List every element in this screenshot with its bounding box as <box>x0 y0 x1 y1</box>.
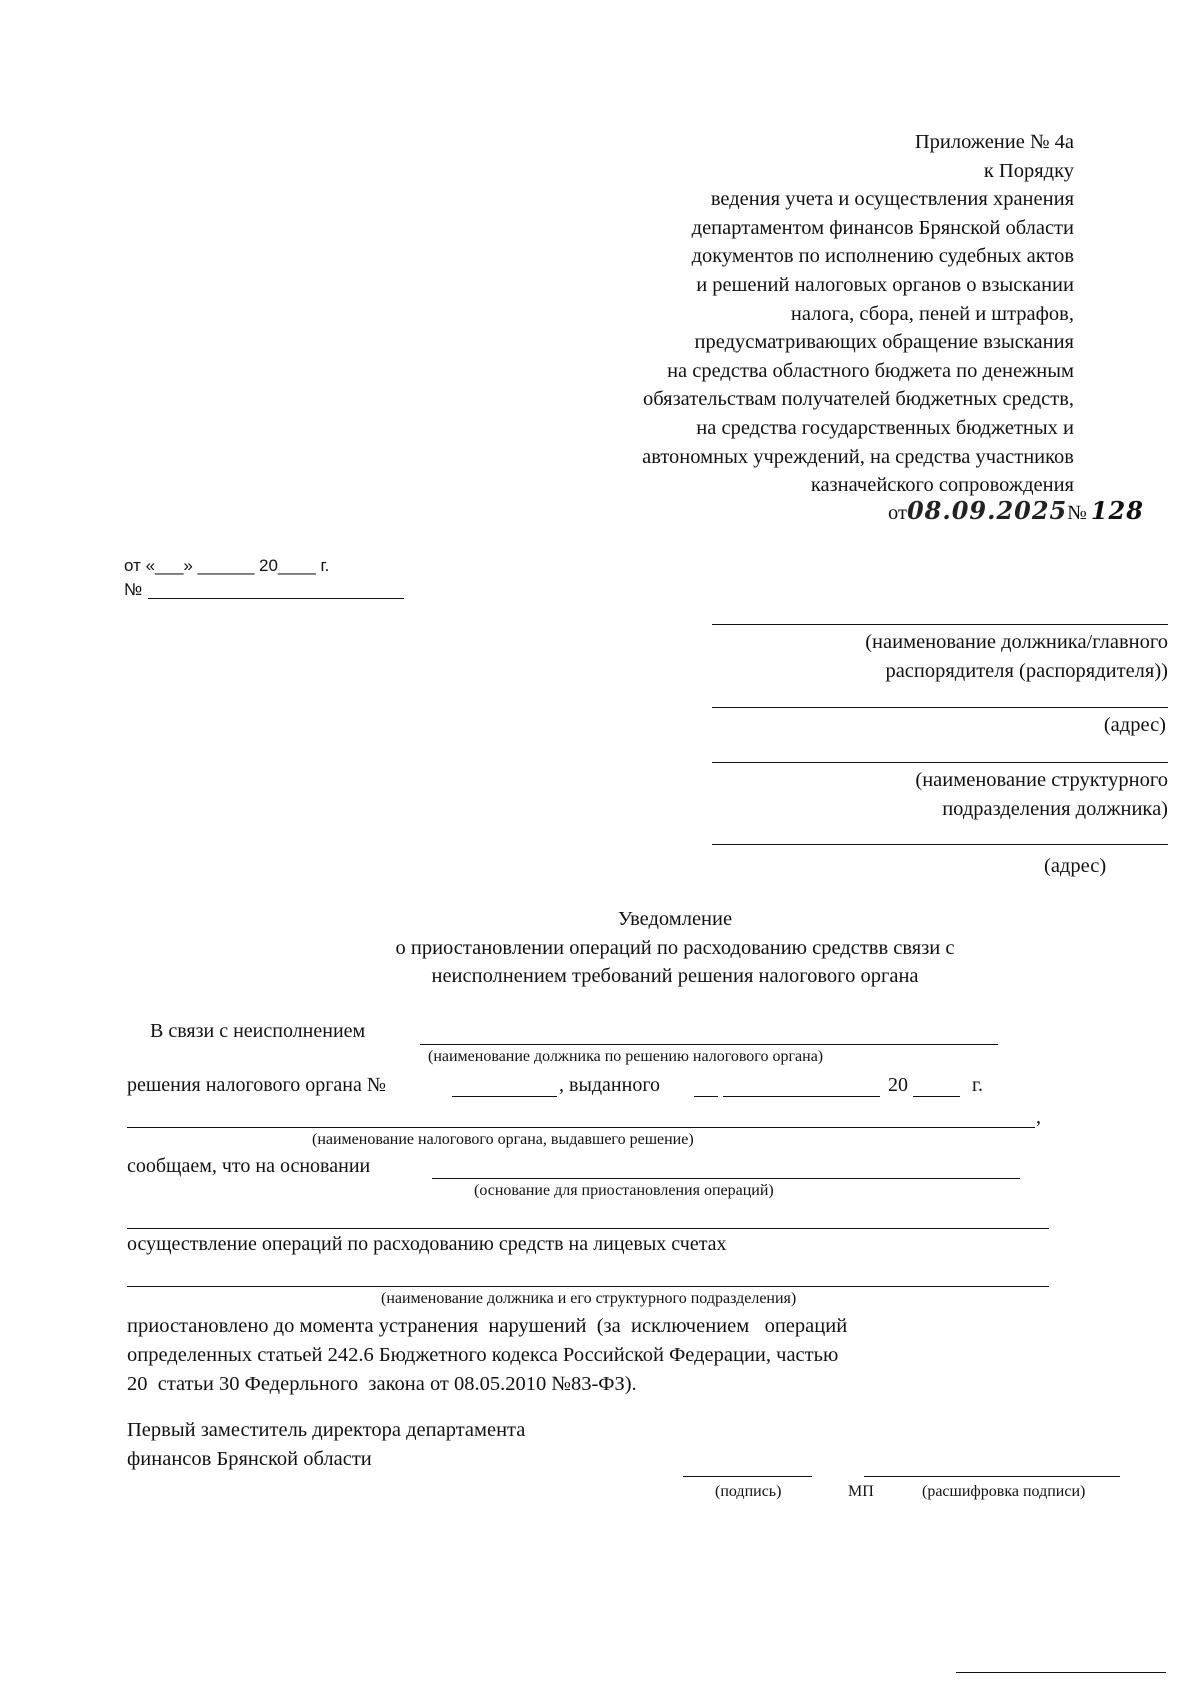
appendix-line: к Порядку <box>983 159 1074 182</box>
form-date-line: от «___» ______ 20____ г. <box>124 556 330 575</box>
body-l2c: 20 <box>888 1074 908 1096</box>
paragraph-line: 20 статьи 30 Федерльного закона от 08.05.2010 №83-ФЗ). <box>127 1373 637 1395</box>
title-sub: неисполнением требований решения налогового органа <box>431 965 919 988</box>
paragraph-line: приостановлено до момента устранения нарушений (за исключением операций <box>127 1315 848 1337</box>
caption-decode: (расшифровка подписи) <box>922 1483 1086 1500</box>
appendix-line: налога, сбора, пеней и штрафов, <box>790 302 1074 325</box>
date-prefix: от <box>888 502 907 524</box>
debtor-name-caption <box>568 628 1168 685</box>
appendix-line: департаментом финансов Брянской области <box>691 216 1074 239</box>
subdivision-address-caption: (адрес) <box>1044 855 1107 877</box>
number-prefix: № <box>1067 502 1087 524</box>
body-l2a: решения налогового органа № <box>127 1074 386 1096</box>
caption-stamp: МП <box>848 1483 874 1500</box>
caption-line: подразделения должника) <box>942 797 1168 820</box>
appendix-line: документов по исполнению судебных актов <box>691 245 1074 268</box>
caption-basis: (основание для приостановления операций) <box>474 1182 774 1199</box>
signatory-line: Первый заместитель директора департамента <box>127 1419 526 1441</box>
caption-line: (наименование структурного <box>915 769 1168 791</box>
signature-line <box>683 1476 812 1477</box>
appendix-line: на средства государственных бюджетных и <box>696 416 1074 439</box>
appendix-line: обязательствам получателей бюджетных средств, <box>642 388 1074 411</box>
appendix-line: на средства областного бюджета по денежным <box>667 359 1074 382</box>
appendix-line: автономных учреждений, на средства участников <box>642 445 1074 468</box>
form-number-label: № <box>124 580 143 599</box>
caption-debtor: (наименование должника по решению налогового органа) <box>428 1048 824 1065</box>
paragraph-line: определенных статьей 242.6 Бюджетного кодекса Российской Федерации, частью <box>127 1344 839 1366</box>
blank-tax-authority <box>127 1127 1035 1128</box>
appendix-date <box>888 496 1144 525</box>
blank-debtor <box>420 1044 998 1045</box>
body-l4: осуществление операций по расходованию средств на лицевых счетах <box>127 1233 727 1255</box>
debtor-name-line <box>712 624 1168 625</box>
footer-line <box>956 1672 1166 1673</box>
caption-tax-authority: (наименование налогового органа, выдавшего решение) <box>312 1131 694 1148</box>
blank-month <box>723 1096 880 1097</box>
blank-year <box>913 1096 960 1097</box>
debtor-address-caption: (адрес) <box>1103 714 1166 736</box>
body-l2d: г. <box>972 1074 983 1096</box>
body-paragraph <box>127 1312 1047 1399</box>
caption-line: (наименование должника/главного <box>865 631 1168 653</box>
document-title <box>0 905 1200 991</box>
title-sub: о приостановлении операций по расходованию средствв связи с <box>395 936 955 959</box>
subdivision-name-line <box>712 762 1168 763</box>
body-l1: В связи с неисполнением <box>150 1020 366 1042</box>
blank-day <box>694 1096 718 1097</box>
appendix-line: Приложение № 4а <box>914 131 1074 153</box>
debtor-address-line <box>712 707 1168 708</box>
handwritten-date: 08.09.2025 <box>906 496 1068 525</box>
title-main: Уведомление <box>617 908 733 930</box>
caption-line: распорядителя (распорядителя)) <box>885 659 1168 682</box>
signature-decode-line <box>864 1476 1120 1477</box>
appendix-block <box>434 128 1074 500</box>
comma: , <box>1036 1106 1041 1128</box>
blank-decision-number <box>452 1096 557 1097</box>
caption-signature: (подпись) <box>715 1483 782 1500</box>
subdivision-address-line <box>712 844 1168 845</box>
signatory-line: финансов Брянской области <box>127 1447 372 1470</box>
blank-basis <box>432 1178 1020 1179</box>
caption-accounts: (наименование должника и его структурного подразделения) <box>381 1290 797 1307</box>
body-l3: сообщаем, что на основании <box>127 1155 371 1177</box>
body-l2b: , выданного <box>559 1074 661 1096</box>
appendix-line: ведения учета и осуществления хранения <box>710 188 1074 211</box>
appendix-line: и решений налоговых органов о взыскании <box>696 273 1074 296</box>
handwritten-number: 128 <box>1090 496 1144 525</box>
form-number-line <box>148 598 404 599</box>
blank-basis-cont <box>127 1228 1049 1229</box>
appendix-line: казначейского сопровождения <box>810 474 1074 497</box>
subdivision-name-caption <box>568 766 1168 823</box>
signatory-title <box>127 1416 525 1473</box>
appendix-line: предусматривающих обращение взыскания <box>694 331 1074 354</box>
blank-accounts <box>127 1286 1049 1287</box>
